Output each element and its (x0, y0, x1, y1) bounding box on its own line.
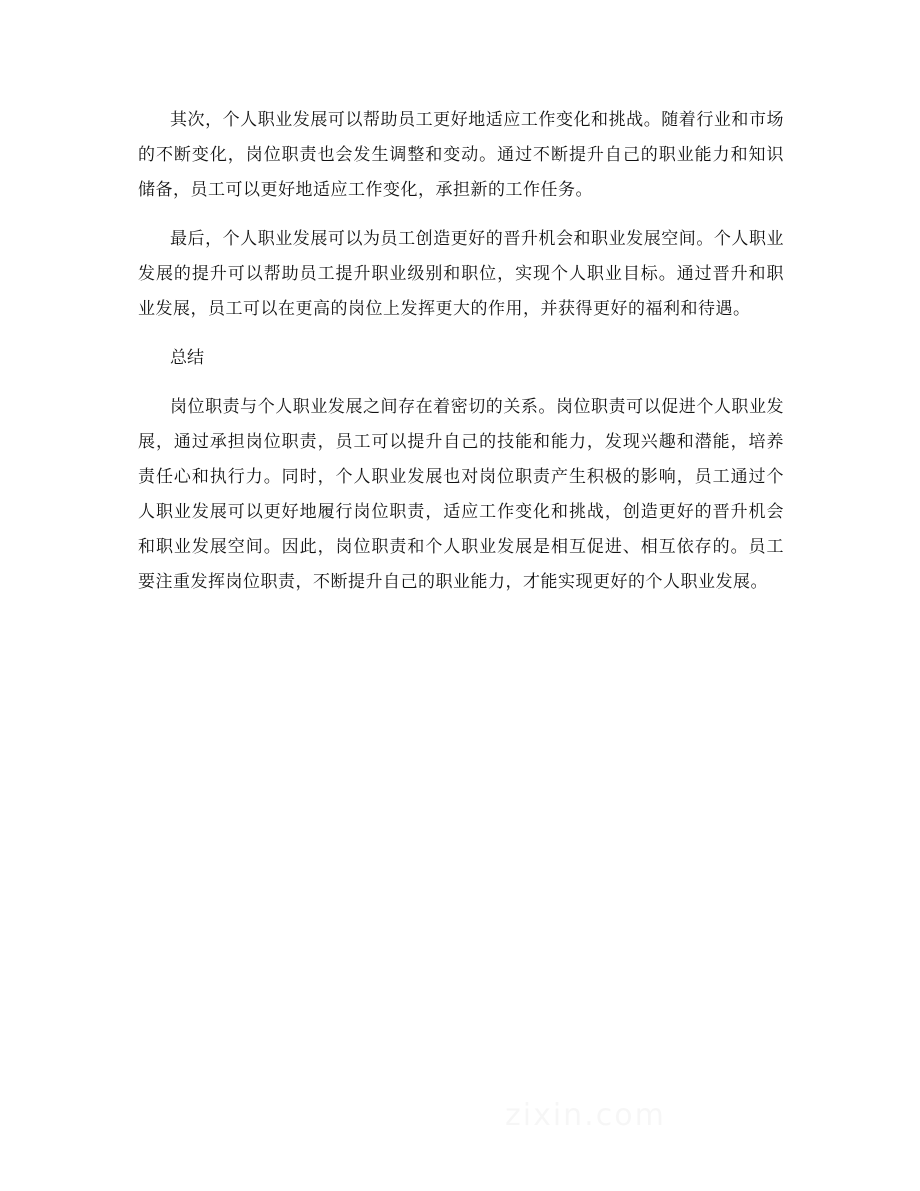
section-heading-summary: 总结 (170, 348, 204, 368)
paragraph-summary: 岗位职责与个人职业发展之间存在着密切的关系。岗位职责可以促进个人职业发展，通过承担岗位职责，员工可以提升自己的技能和能力，发现兴趣和潜能，培养责任心和执行力。同时，个人职业发展也对岗位职责产生积极的影响，员工通过个人职业发展可以更好地履行岗位职责，适应工作变化和挑战，创造更好的晋升机会和职业发展空间。因此，岗位职责和个人职业发展是相互促进、相互依存的。员工要注重发挥岗位职责，不断提升自己的职业能力，才能实现更好的个人职业发展。 (138, 397, 784, 592)
paragraph-career-adaptation: 其次，个人职业发展可以帮助员工更好地适应工作变化和挑战。随着行业和市场的不断变化，岗位职责也会发生调整和变动。通过不断提升自己的职业能力和知识储备，员工可以更好地适应工作变化，承担新的工作任务。 (138, 110, 784, 200)
paragraph-promotion-opportunities: 最后，个人职业发展可以为员工创造更好的晋升机会和职业发展空间。个人职业发展的提升可以帮助员工提升职业级别和职位，实现个人职业目标。通过晋升和职业发展，员工可以在更高的岗位上发挥更大的作用，并获得更好的福利和待遇。 (138, 229, 784, 319)
document-page (138, 103, 784, 600)
watermark-text (505, 1098, 666, 1133)
